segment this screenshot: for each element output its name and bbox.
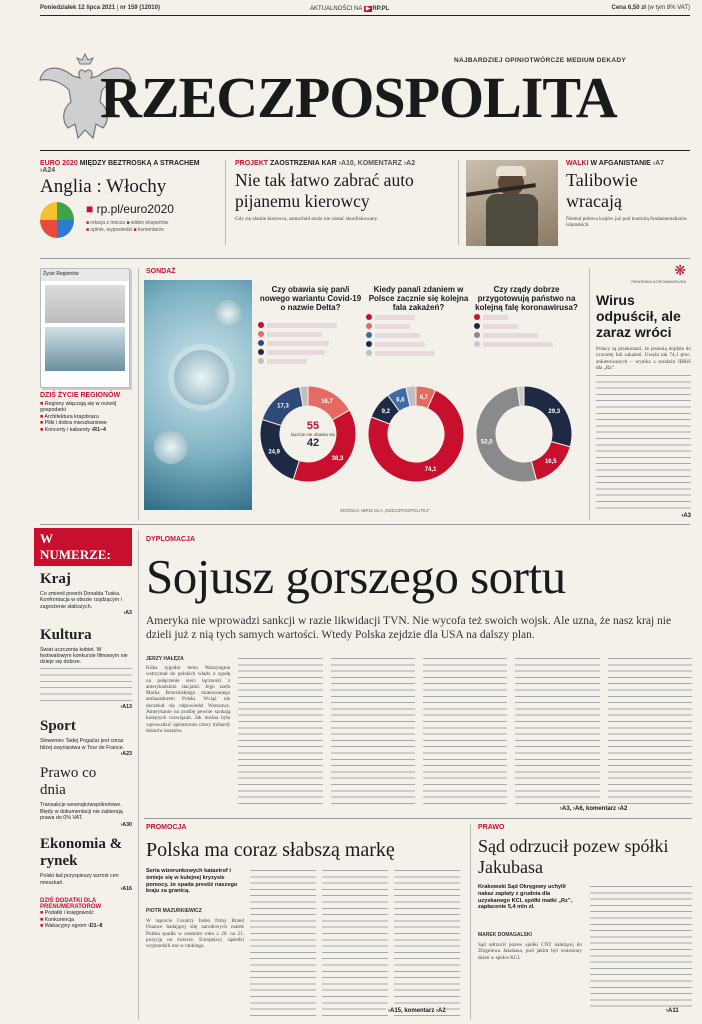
subscribers-heading: DZIŚ DODATKI DLA PRENUMERATORÓW xyxy=(40,898,102,911)
euro2020-logo xyxy=(40,202,74,238)
virus-image xyxy=(144,280,252,510)
taliban-photo xyxy=(466,160,558,246)
donut-2-label-3: 9,2 xyxy=(381,408,391,415)
poll-source: ŹRÓDŁO: IBRIS DLA „RZECZPOSPOLITEJ” xyxy=(340,508,430,513)
in-issue-heading: W NUMERZE: xyxy=(34,528,132,566)
lead-headline[interactable]: Sojusz gorszego sortu xyxy=(146,549,566,604)
section-prawo[interactable]: Prawo co dnia xyxy=(40,765,97,799)
virus-headline: Wirus odpuścił, ale zaraz wróci xyxy=(596,292,681,340)
lead-deck: Ameryka nie wprowadzi sankcji w razie likwidacji TVN. Nie wycofa też swoich wojsk. Ale uzna, że nasz kraj nie dzieli już z nią tych samych wartości. Wtedy Polska zejdzie dla USA na dalszy plan. xyxy=(146,615,672,641)
section-kultura[interactable]: Kultura xyxy=(40,626,92,643)
site-link[interactable]: RP.PL xyxy=(372,6,390,12)
price: Cena 6,50 zł xyxy=(611,5,646,11)
masthead-top-row: Poniedziałek 12 lipca 2021 | nr 159 (12010) AKTUALNOŚCI NA ▶ RP.PL Cena 6,50 zł (w tym 8% VAT) xyxy=(40,2,690,16)
promo-deck: Seria wizerunkowych katastrof i śmieje się w kulejnej kryzysie pomocy, że spada prestiż naszego kraju za granicą. xyxy=(146,868,238,895)
teaser-headline: Anglia : Włochy xyxy=(40,176,167,197)
donut-2-label-1: 6,7 xyxy=(419,394,429,401)
donut-3-label-1: 29,3 xyxy=(548,408,561,415)
donut-1-label-3: 24,9 xyxy=(268,449,281,456)
section-ekonomia[interactable]: Ekonomia & rynek xyxy=(40,836,123,870)
law-deck: Krakowski Sąd Okręgowy uchylił nakaz zapłaty z grudnia dla uzyskanego KCI, spółki matki „Rz”, zapłacenie 5,4 mln zł. xyxy=(478,884,573,911)
poll-question-3: Czy rządy dobrze przygotowują państwo na kolejną falę koronawirusa? xyxy=(474,285,579,350)
rp-logo: ▶ xyxy=(365,6,371,12)
masthead-rule xyxy=(40,150,690,151)
donut-2-label-4: 6,6 xyxy=(396,397,405,404)
in-this-issue: W NUMERZE: Kraj Co zmienił powrót Donalda Tuska. Konfrontacja w obozie rządzącym i zagrożenie słabszych. ›A3 Kultura Świat uczczenia kobiet. W festiwalowym konkursie filmowym nie dzieje się dobrze. ›A13 Sport Słoweniec Tadej Pogačar jest coraz bliżej zwycięstwa w Tour de France. ›A23 Prawo co dnia Transakcje wewnątrzwspólnotowe. Błędy w dokumentacji nie zabierają prawa do 0% VAT. ›A30 Ekonomia & rynek Polski ład przyspieszy wzrost cen mieszkań. ›A16 DZIŚ DODATKI DLA PRENUMERATORÓW ■ Podatki i księgowość ■ Konkurencja ■ Wakacyjny ogrom ›D1–8 xyxy=(34,528,132,930)
poll-question-1: Czy obawia się pan/i nowego wariantu Covid-19 o nazwie Delta? xyxy=(258,285,363,367)
donut-3-slice-1 xyxy=(524,386,572,447)
donut-center-text: 55 łącznie nie obawia się 42 xyxy=(291,420,335,449)
teaser-taliban[interactable]: WALKI W AFGANISTANIE ›A7 Talibowie wracają Niemal połowa krajów już pod kontrolą fundamentalistów islamskich. xyxy=(566,160,688,229)
news-label: AKTUALNOŚCI NA xyxy=(310,6,363,12)
poll-question-2: Kiedy pana/i zdaniem w Polsce zacznie się kolejna fala zakażeń? xyxy=(366,285,471,359)
donut-1-label-4: 17,3 xyxy=(277,403,289,410)
issue-date: Poniedziałek 12 lipca 2021 xyxy=(40,5,116,11)
donut-3-label-2: 16,5 xyxy=(544,458,557,465)
law-kicker: PRAWO xyxy=(478,824,505,831)
teaser-kicker: EURO 2020 xyxy=(40,160,78,167)
tagline: NAJBARDZIEJ OPINIOTWÓRCZE MEDIUM DEKADY xyxy=(454,57,627,64)
pandemic-logo: ❋ PANDEMIA KORONAWIRUSA xyxy=(631,262,686,284)
teaser-euro[interactable]: EURO 2020 MIĘDZY BEZTROSKĄ A STRACHEM ›A24 Anglia : Włochy ■ rp.pl/euro2020 ■ relacja z meczu ■ wideo ekspertów ■ opinie, wypowiedzi ■ komentarze xyxy=(40,160,215,245)
section-kraj[interactable]: Kraj xyxy=(40,571,71,587)
newspaper-title: RZECZPOSPOLITA xyxy=(100,65,617,130)
regions-box: DZIŚ ŻYCIE REGIONÓW ■ Regiony włączają się w rozwój gospodarki ■ Architektura krajobrazu ■ Piłki i dobra mieszkaniowe ■ Koncerty i kabarety ›R1–4 xyxy=(40,392,121,433)
donut-1-label-1: 16,7 xyxy=(321,399,333,406)
section-sport[interactable]: Sport xyxy=(40,718,76,735)
teaser-headline: Talibowie wracają xyxy=(566,170,638,211)
rp-icon: ■ xyxy=(86,202,94,216)
lead-kicker: DYPLOMACJA xyxy=(146,536,196,543)
euro-link[interactable]: rp.pl/euro2020 xyxy=(96,202,174,216)
regions-cover[interactable]: Życie Regionów xyxy=(40,268,130,388)
poll-kicker: SONDAŻ xyxy=(146,268,176,275)
promo-headline[interactable]: Polska ma coraz słabszą markę xyxy=(146,839,395,861)
promo-kicker: PROMOCJA xyxy=(146,824,187,831)
teaser-headline: Nie tak łatwo zabrać auto pijanemu kierowcy xyxy=(235,170,414,211)
law-headline[interactable]: Sąd odrzucił pozew spółki Jakubasa xyxy=(478,836,669,877)
virus-story[interactable]: Wirus odpuścił, ale zaraz wróci Polacy są przekonani, że jesienią dojdzie do czwartej fali zakażeń. Uważa tak 74,1 proc. ankietowanych – wynika z sondażu IBRiS dla „Rz”. ›A3 xyxy=(596,292,691,520)
donut-3-label-3: 52,0 xyxy=(480,439,493,446)
lead-page-ref: ›A3, ›A6, komentarz ›A2 xyxy=(560,806,628,812)
issue-number: nr 159 (12010) xyxy=(119,5,160,11)
donut-2-label-2: 74,1 xyxy=(424,467,437,474)
donut-1-label-2: 38,3 xyxy=(331,455,344,462)
teaser-drunk-drivers[interactable]: PROJEKT ZAOSTRZENIA KAR ›A10, KOMENTARZ ›A2 Nie tak łatwo zabrać auto pijanemu kierowcy Gdy się złamie kierowca, samochód może nie zostać skonfiskowany. xyxy=(235,160,450,245)
vat: (w tym 8% VAT) xyxy=(647,5,690,11)
lead-body: JERZY HAŁĘZA Kilka tygodni temu Waszyngton wstrzymał do polskich władz o zgodę na połączenie sieci łączności z amerykańskim stacjami. Jego szefa Marka Brzezińskiego mianowanego ambasadorem Polski. Wciąż nie doczekał się odpowiedzi Warszawy. Amerykanie na prośbę pewnie szukają kolejnych rozwiązań. Jak można było wprowadzić operatorom cztery miliardy dolarów kosztów. xyxy=(146,656,692,806)
